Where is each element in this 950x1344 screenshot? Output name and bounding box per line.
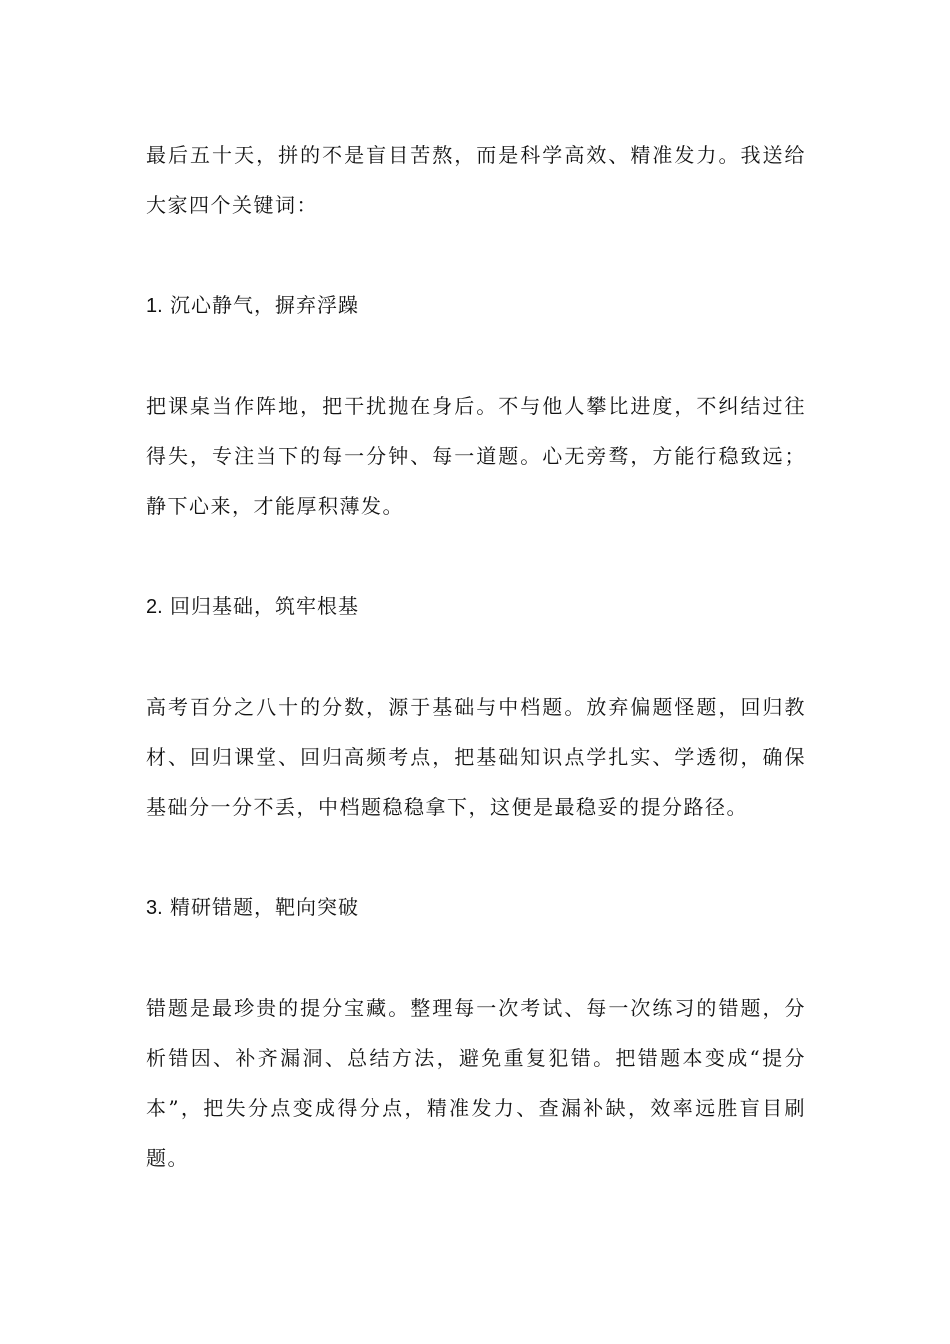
spacer — [146, 230, 806, 280]
spacer — [146, 832, 806, 882]
spacer — [146, 632, 806, 682]
section-title-3: 精研错题，靶向突破 — [170, 895, 360, 919]
section-number-1: 1. — [146, 295, 163, 317]
spacer — [146, 933, 806, 983]
section-number-2: 2. — [146, 596, 163, 618]
spacer — [146, 531, 806, 581]
section-title-2: 回归基础，筑牢根基 — [170, 594, 360, 618]
section-body-3: 错题是最珍贵的提分宝藏。整理每一次考试、每一次练习的错题，分析错因、补齐漏洞、总结方法，避免重复犯错。把错题本变成“提分本”，把失分点变成得分点，精准发力、查漏补缺，效率远胜盲目刷题。 — [146, 996, 806, 1170]
document-body — [146, 130, 806, 1183]
section-body-1: 把课桌当作阵地，把干扰抛在身后。不与他人攀比进度，不纠结过往得失，专注当下的每一分钟、每一道题。心无旁骛，方能行稳致远；静下心来，才能厚积薄发。 — [146, 394, 806, 518]
intro-paragraph: 最后五十天，拼的不是盲目苦熬，而是科学高效、精准发力。我送给大家四个关键词： — [146, 143, 806, 217]
section-heading-2 — [146, 581, 806, 632]
spacer — [146, 331, 806, 381]
section-number-3: 3. — [146, 897, 163, 919]
section-title-1: 沉心静气，摒弃浮躁 — [170, 293, 360, 317]
section-heading-3 — [146, 882, 806, 933]
section-body-2: 高考百分之八十的分数，源于基础与中档题。放弃偏题怪题，回归教材、回归课堂、回归高频考点，把基础知识点学扎实、学透彻，确保基础分一分不丢，中档题稳稳拿下，这便是最稳妥的提分路径。 — [146, 695, 806, 819]
section-heading-1 — [146, 280, 806, 331]
